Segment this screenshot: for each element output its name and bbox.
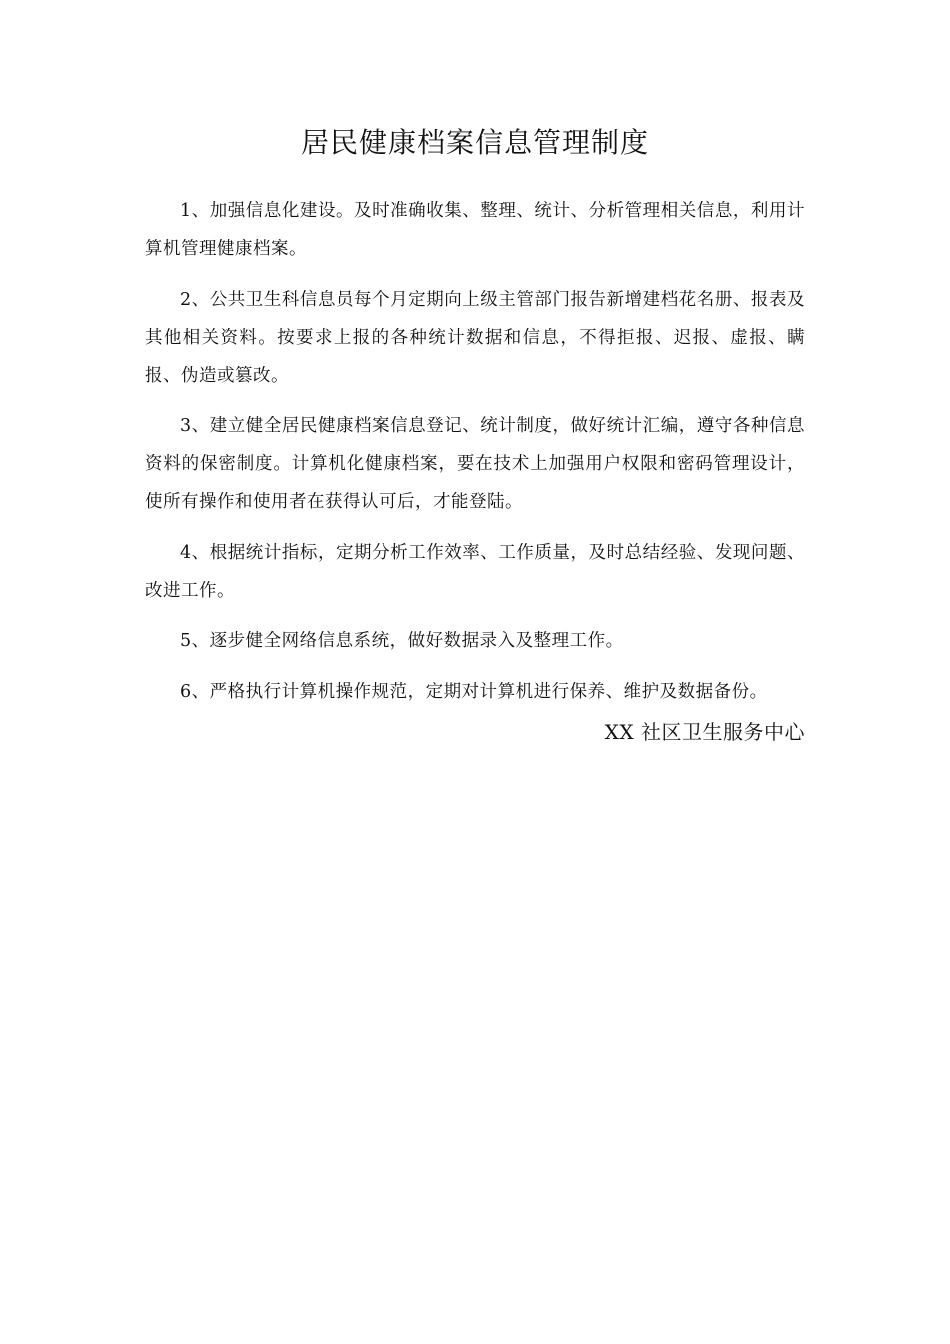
document-body <box>145 192 805 723</box>
paragraph-5: 5、逐步健全网络信息系统，做好数据录入及整理工作。 <box>180 631 624 651</box>
paragraph-1: 1、加强信息化建设。及时准确收集、整理、统计、分析管理相关信息，利用计算机管理健康档案。 <box>145 201 805 259</box>
paragraph-3: 3、建立健全居民健康档案信息登记、统计制度，做好统计汇编，遵守各种信息资料的保密制度。计算机化健康档案，要在技术上加强用户权限和密码管理设计，使所有操作和使用者在获得认可后，才能登陆。 <box>145 416 805 512</box>
signature-organization: XX 社区卫生服务中心 <box>604 720 805 744</box>
paragraph-4: 4、根据统计指标，定期分析工作效率、工作质量，及时总结经验、发现问题、改进工作。 <box>145 542 805 601</box>
paragraph-2: 2、公共卫生科信息员每个月定期向上级主管部门报告新增建档花名册、报表及其他相关资料。按要求上报的各种统计数据和信息，不得拒报、迟报、虚报、瞒报、伪造或篡改。 <box>145 289 805 386</box>
document-title: 居民健康档案信息管理制度 <box>300 126 649 159</box>
paragraph-6: 6、严格执行计算机操作规范，定期对计算机进行保养、维护及数据备份。 <box>180 681 768 702</box>
